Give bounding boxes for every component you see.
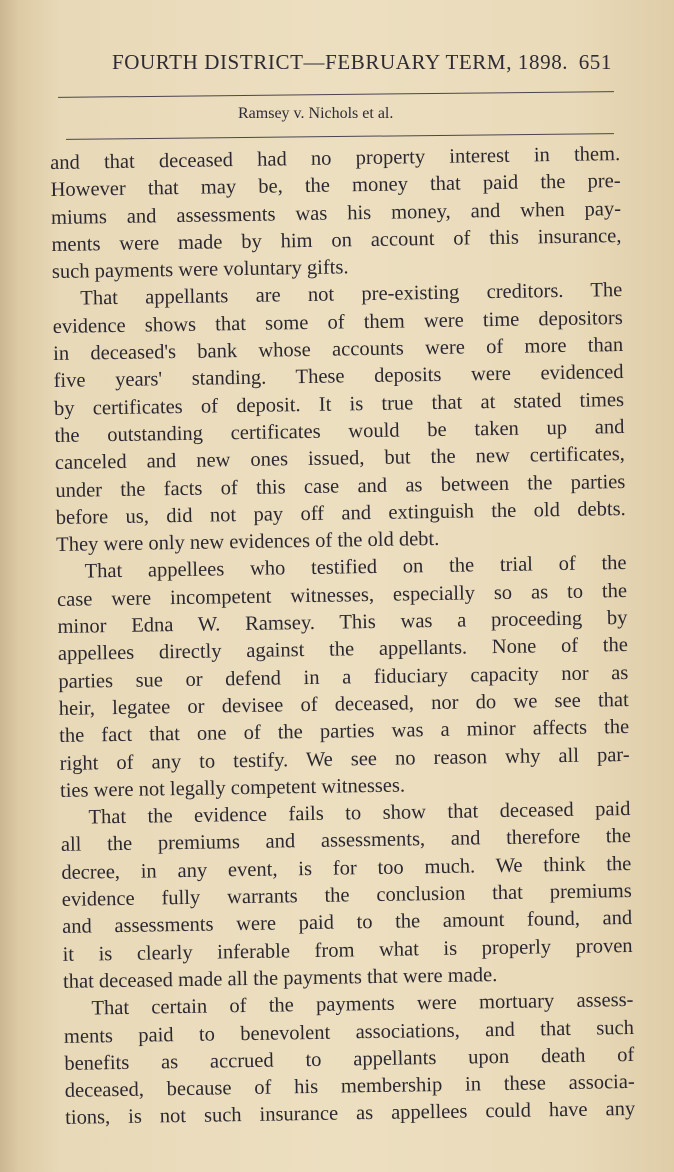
text-line: tions, is not such insurance as appellees could have any xyxy=(65,1098,636,1130)
text-line: That appellees who testified on the trial of the xyxy=(84,552,627,583)
text-line: by certificates of deposit. It is true that at stated times xyxy=(53,388,625,420)
text-line: such payments were voluntary gifts. xyxy=(51,256,349,284)
text-line: ments paid to benevolent associations, and that such xyxy=(63,1016,635,1048)
text-line: before us, did not pay off and extinguish the old debts. xyxy=(55,497,626,529)
text-line: decree, in any event, is for too much. We think the xyxy=(61,852,632,884)
text-line: minor Edna W. Ramsey. This was a proceeding by xyxy=(57,607,628,638)
body-text xyxy=(50,141,635,1133)
text-line: However that may be, the money that paid the pre- xyxy=(50,170,621,202)
text-line: case were incompetent witnesses, especially so as to the xyxy=(56,579,628,611)
text-line: the fact that one of the parties was a minor affects the xyxy=(59,716,630,748)
text-line: five years' standing. These deposits were evidenced xyxy=(53,361,624,393)
text-line: it is clearly inferable from what is properly proven xyxy=(62,934,633,966)
text-line: canceled and new ones issued, but the new certificates, xyxy=(54,443,626,475)
text-line: That the evidence fails to show that deceased paid xyxy=(88,798,631,829)
text-line: That certain of the payments were mortuary assess- xyxy=(91,989,634,1020)
text-line: and that deceased had no property interest in them. xyxy=(50,143,621,174)
text-line: They were only new evidences of the old debt. xyxy=(56,528,440,557)
text-line: heir, legatee or devisee of deceased, nor do we see that xyxy=(58,688,629,720)
text-line: benefits as accrued to appellants upon death of xyxy=(64,1043,635,1075)
text-line: evidence shows that some of them were time depositors xyxy=(52,306,623,338)
text-line: the outstanding certificates would be taken up and xyxy=(54,415,625,447)
case-title: Ramsey v. Nichols et al. xyxy=(238,105,394,122)
text-line: deceased, because of his membership in these associa- xyxy=(64,1071,635,1102)
text-line: parties sue or defend in a fiduciary capacity nor as xyxy=(58,661,629,693)
text-line: that deceased made all the payments that were made. xyxy=(62,963,498,993)
running-header xyxy=(112,50,612,75)
text-line: under the facts of this case and as between the parties xyxy=(55,470,626,502)
text-line: all the premiums and assessments, and therefore the xyxy=(60,825,632,857)
text-line: That appellants are not pre-existing creditors. The xyxy=(80,279,623,311)
page-number: 651 xyxy=(578,50,612,74)
text-line: ments were made by him on account of this insurance, xyxy=(51,224,622,256)
text-line: evidence fully warrants the conclusion that premiums xyxy=(61,879,632,911)
text-line: appellees directly against the appellants. None of the xyxy=(57,634,629,666)
header-rule xyxy=(58,91,614,98)
case-title-rule xyxy=(66,133,614,140)
text-line: right of any to testify. We see no reason why all par- xyxy=(59,743,630,775)
text-line: and assessments were paid to the amount found, and xyxy=(62,907,633,939)
text-line: miums and assessments was his money, and when pay- xyxy=(50,197,622,229)
text-line: ties were not legally competent witnesses. xyxy=(59,774,406,802)
running-title: FOURTH DISTRICT—FEBRUARY TERM, 1898. xyxy=(112,50,569,74)
text-line: in deceased's bank whose accounts were of more than xyxy=(53,334,624,366)
